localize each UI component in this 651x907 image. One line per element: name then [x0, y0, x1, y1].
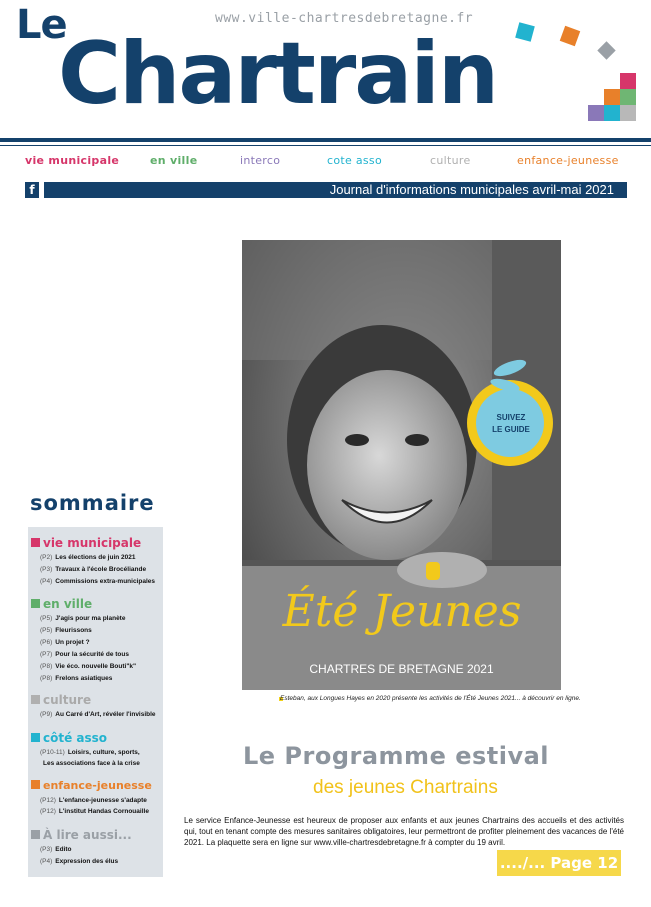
section-label: culture: [43, 693, 92, 707]
item-page: (P6): [40, 639, 53, 646]
sommaire-section-a-lire-aussi: [31, 828, 132, 842]
sommaire-item[interactable]: [40, 566, 146, 573]
item-text: Vie éco. nouvelle Bouti"k": [55, 663, 137, 670]
nav-cote-asso[interactable]: cote asso: [327, 154, 382, 167]
item-text: Loisirs, culture, sports,: [67, 749, 140, 756]
item-page: (P2): [40, 554, 53, 561]
sommaire-section-culture: [31, 693, 91, 707]
nav-interco[interactable]: interco: [240, 154, 281, 167]
item-text: L'enfance-jeunesse s'adapte: [58, 797, 147, 804]
item-text: Les élections de juin 2021: [55, 554, 136, 561]
item-page: (P8): [40, 663, 53, 670]
item-text: Frelons asiatiques: [55, 675, 113, 682]
sommaire-item[interactable]: [40, 749, 140, 756]
item-page: (P8): [40, 675, 53, 682]
item-text: L'institut Handas Cornouaille: [58, 808, 149, 815]
sommaire-item[interactable]: [40, 615, 125, 622]
item-text: Travaux à l'école Brocéliande: [55, 566, 147, 573]
sommaire-section-enfance-jeunesse: [31, 779, 152, 792]
sommaire-item[interactable]: [40, 639, 90, 646]
item-text: J'agis pour ma planète: [55, 615, 126, 622]
sommaire-section-cote-asso: [31, 731, 107, 745]
cover-badge-line-1: SUIVEZ: [496, 413, 526, 422]
sommaire-item[interactable]: [40, 808, 149, 815]
facebook-icon[interactable]: f: [25, 182, 39, 198]
sommaire-item[interactable]: [40, 675, 112, 682]
section-label: enfance-jeunesse: [43, 779, 152, 792]
item-text: Pour la sécurité de tous: [55, 651, 129, 658]
sommaire-item[interactable]: [40, 760, 140, 767]
section-label: vie municipale: [43, 536, 142, 550]
item-text: Commissions extra-municipales: [55, 578, 155, 585]
nav-culture[interactable]: culture: [430, 154, 471, 167]
page-ref-label[interactable]: ..../... Page 12: [499, 854, 619, 872]
item-page: (P4): [40, 578, 53, 585]
sommaire-item[interactable]: [40, 846, 72, 853]
sommaire-section-en-ville: [31, 597, 92, 611]
item-page: (P7): [40, 651, 53, 658]
item-page: (P5): [40, 627, 53, 634]
item-page: (P3): [40, 846, 53, 853]
item-text: Les associations face à la crise: [43, 760, 140, 767]
section-marker: [31, 830, 40, 839]
item-page: (P9): [40, 711, 53, 718]
item-text: Expression des élus: [55, 858, 119, 865]
item-text: Au Carré d'Art, révéler l'invisible: [55, 711, 156, 718]
item-page: (P4): [40, 858, 53, 865]
masthead-rule-thin: [0, 145, 651, 146]
sommaire-section-vie-municipale: [31, 536, 141, 550]
cover-subtitle: CHARTRES DE BRETAGNE 2021: [309, 662, 494, 676]
item-page: (P5): [40, 615, 53, 622]
cover-title: Été Jeunes: [282, 586, 522, 637]
section-label: côté asso: [43, 731, 108, 745]
sommaire-item[interactable]: [40, 711, 156, 718]
sommaire-item[interactable]: [40, 578, 155, 585]
nav-vie-municipale[interactable]: vie municipale: [25, 154, 120, 167]
feature-subhead: des jeunes Chartrains: [313, 777, 498, 798]
cover-caption: Esteban, aux Longues Hayes en 2020 présente les activités de l'Été Jeunes 2021... à découvrir en ligne.: [280, 695, 581, 702]
masthead-title-le: Le: [16, 2, 67, 48]
cover-badge-text: [486, 412, 536, 436]
section-label: À lire aussi...: [43, 828, 132, 842]
item-text: Un projet ?: [55, 639, 90, 646]
website-url[interactable]: www.ville-chartresdebretagne.fr: [215, 11, 474, 26]
sommaire-item[interactable]: [40, 663, 136, 670]
masthead-title: Chartrain: [58, 24, 498, 124]
section-marker: [31, 538, 40, 547]
sommaire-item[interactable]: [40, 651, 129, 658]
section-label: en ville: [43, 597, 93, 611]
section-marker: [31, 733, 40, 742]
item-text: Fleurissons: [55, 627, 92, 634]
sommaire-item[interactable]: [40, 554, 135, 561]
feature-headline: Le Programme estival: [243, 742, 550, 770]
feature-body: Le service Enfance-Jeunesse est heureux de proposer aux enfants et aux jeunes Chartrains des accueils et des activités qui, tout en tenant compte des mesures sanitaires obligatoires, leur permettront de profiter pleinement des vacances de l'été 2021. La plaquette sera en ligne sur www.ville-chartresdebretagne.fr à compter du 19 avril.: [184, 816, 624, 847]
cover-badge-line-2: LE GUIDE: [492, 425, 530, 434]
sommaire-item[interactable]: [40, 858, 118, 865]
item-page: (P10-11): [40, 749, 65, 756]
section-marker: [31, 599, 40, 608]
item-text: Edito: [55, 846, 72, 853]
item-page: (P12): [40, 808, 56, 815]
sommaire-title: sommaire: [30, 491, 155, 515]
sommaire-item[interactable]: [40, 797, 147, 804]
sommaire-item[interactable]: [40, 627, 92, 634]
section-marker: [31, 695, 40, 704]
masthead-rule: [0, 138, 651, 142]
item-page: (P3): [40, 566, 53, 573]
journal-issue-label: Journal d'informations municipales avril-mai 2021: [329, 182, 614, 197]
section-marker: [31, 780, 40, 789]
nav-enfance-jeunesse[interactable]: enfance-jeunesse: [517, 154, 619, 167]
item-page: (P12): [40, 797, 56, 804]
nav-en-ville[interactable]: en ville: [150, 154, 198, 167]
